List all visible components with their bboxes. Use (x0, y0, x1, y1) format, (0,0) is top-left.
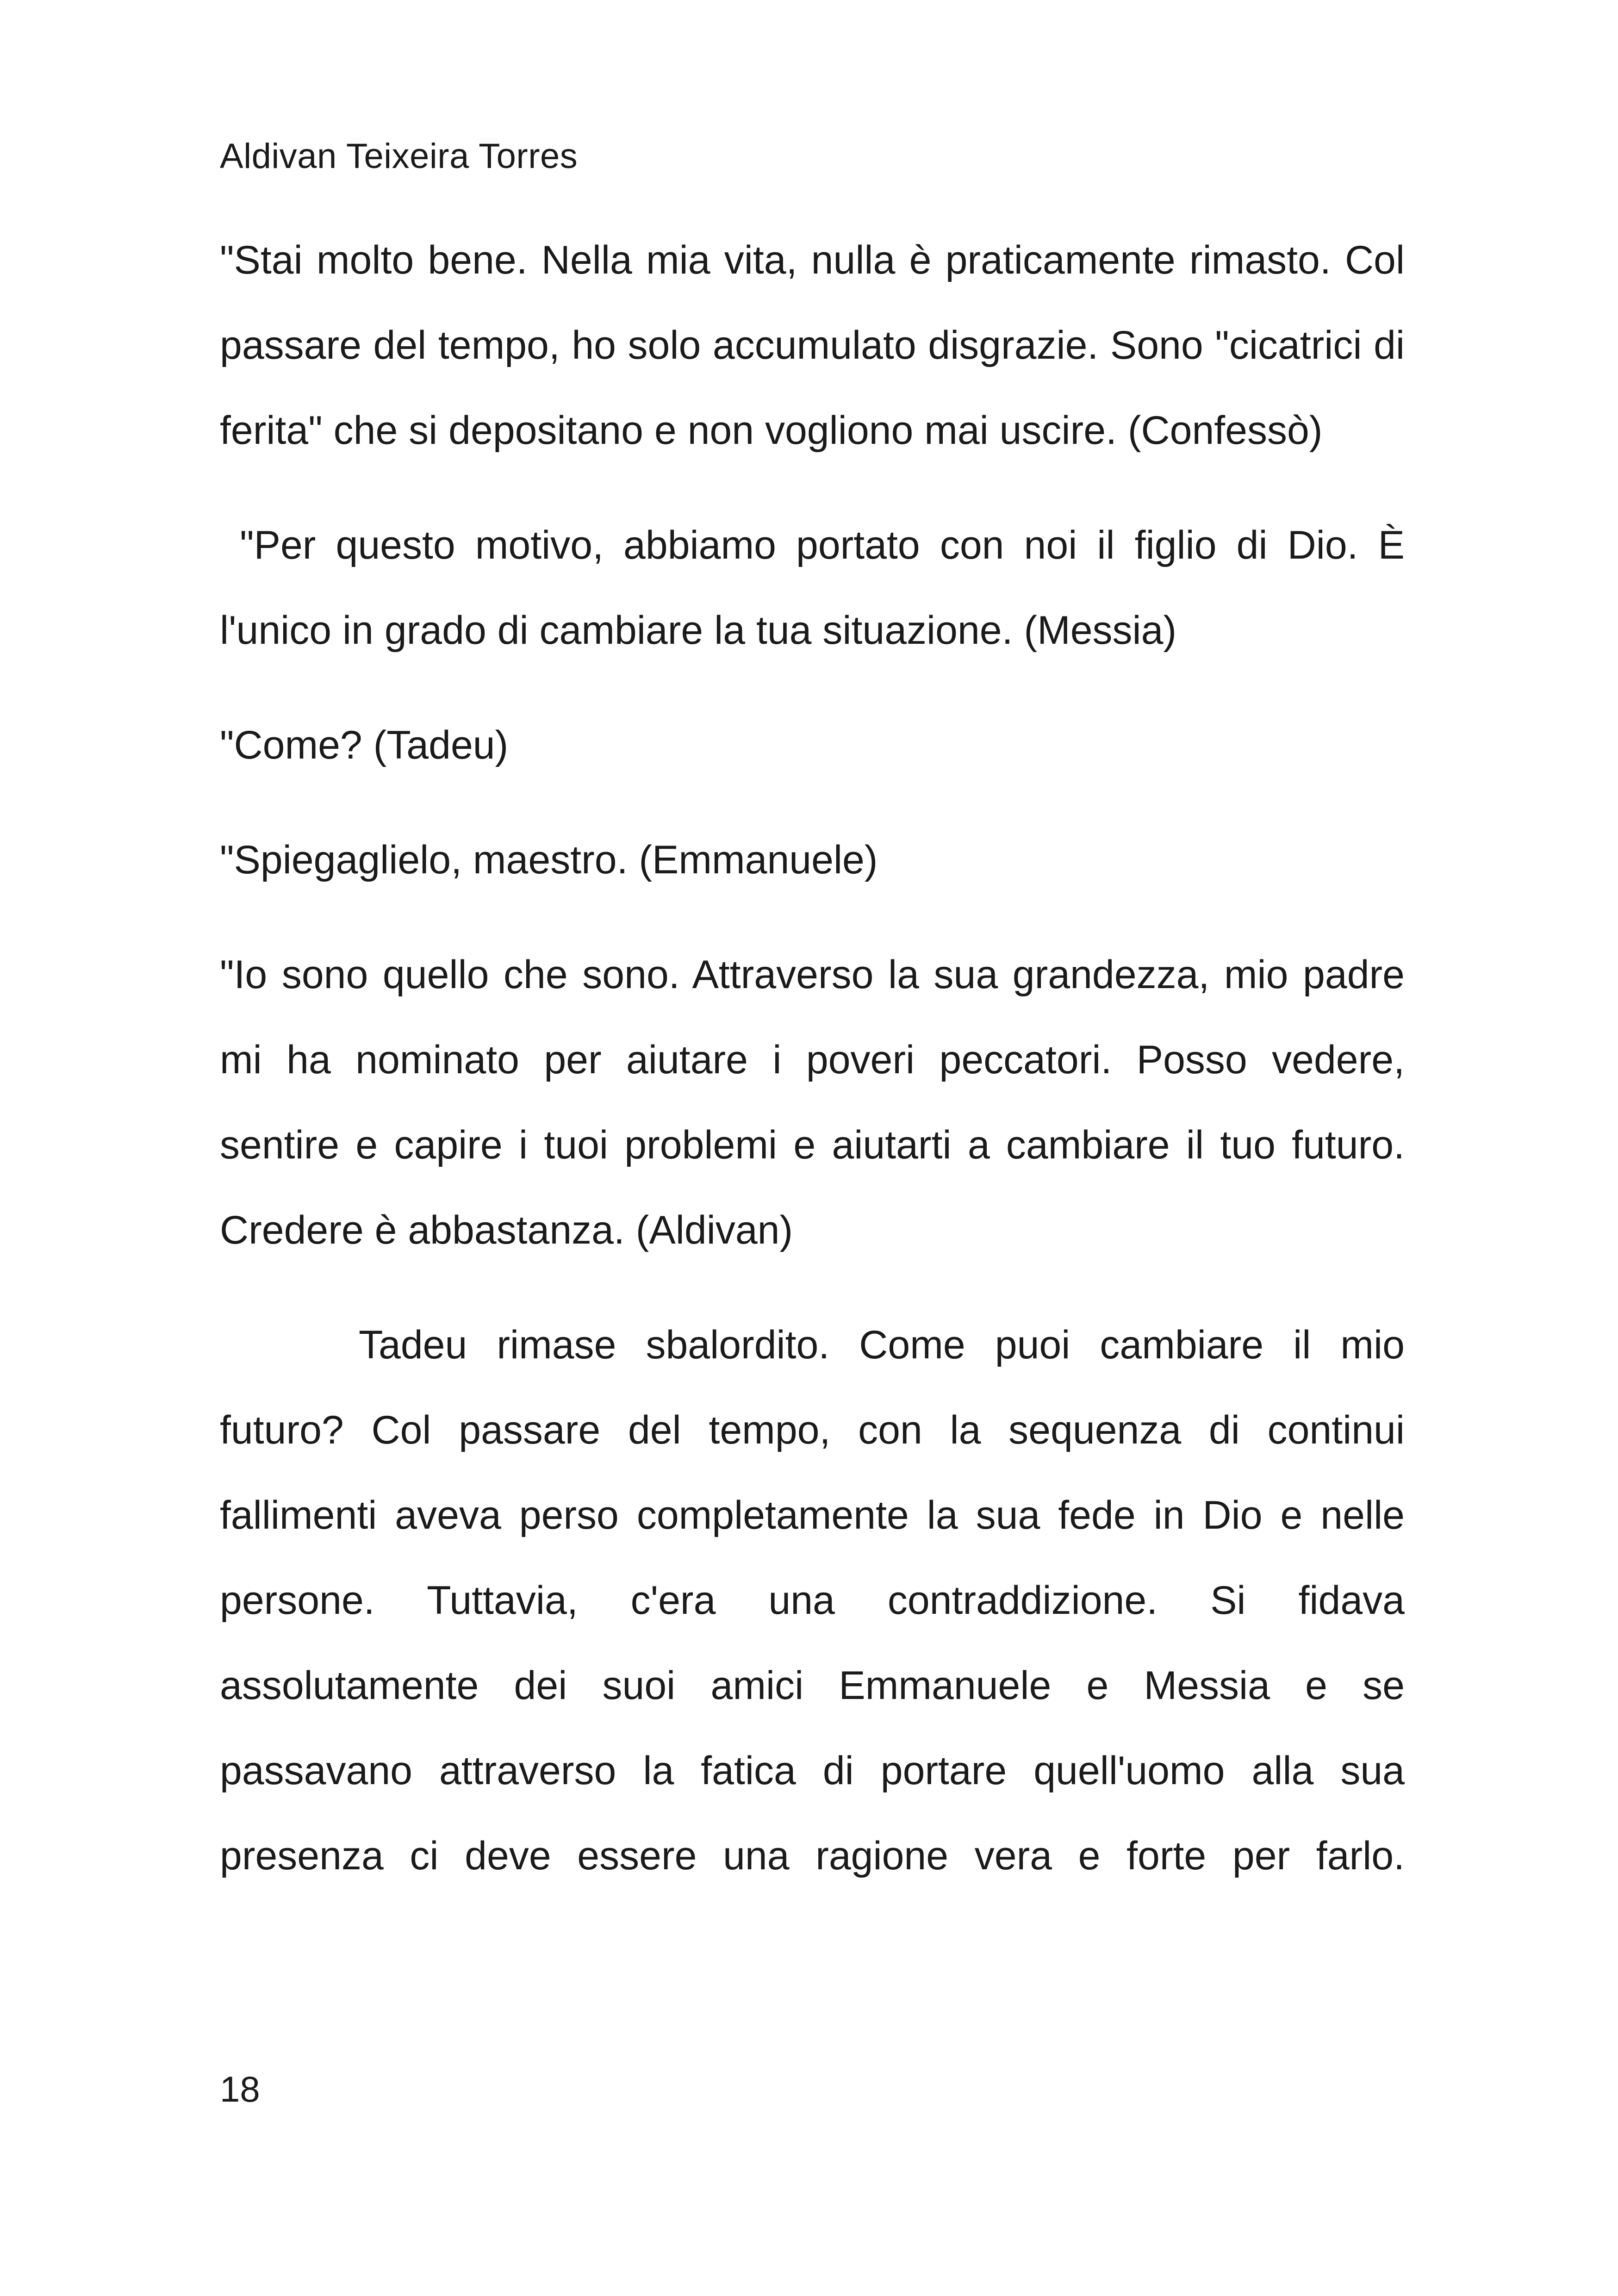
paragraph: "Spiegaglielo, maestro. (Emmanuele) (220, 838, 878, 882)
paragraph: "Come? (Tadeu) (220, 723, 509, 767)
paragraph: "Io sono quello che sono. Attraverso la sua grandezza, mio padre mi ha nominato per aiutare i poveri peccatori. Posso vedere, sentire e capire i tuoi problemi e aiutarti a cambiare il tuo futuro. Credere è abbastanza. (Aldivan) (220, 952, 1405, 1252)
paragraph: "Stai molto bene. Nella mia vita, nulla è praticamente rimasto. Col passare del tempo, ho solo accumulato disgrazie. Sono "cicatrici di ferita" che si depositano e non vogliono mai uscire. (Confessò) (220, 238, 1405, 453)
paragraph: Tadeu rimase sbalordito. Come puoi cambiare il mio futuro? Col passare del tempo, con la sequenza di continui fallimenti aveva perso completamente la sua fede in Dio e nelle persone. Tuttavia, c'era una contraddizione. Si fidava assolutamente dei suoi amici Emmanuele e Messia e se passavano attraverso la fatica di portare quell'uomo alla sua presenza ci deve essere una ragione vera e forte per farlo. (220, 1323, 1405, 1878)
running-header: Aldivan Teixeira Torres (220, 137, 578, 176)
body-text (220, 218, 1416, 1928)
page-number: 18 (220, 2069, 260, 2109)
paragraph: "Per questo motivo, abbiamo portato con noi il figlio di Dio. È l'unico in grado di cambiare la tua situazione. (Messia) (220, 523, 1416, 653)
